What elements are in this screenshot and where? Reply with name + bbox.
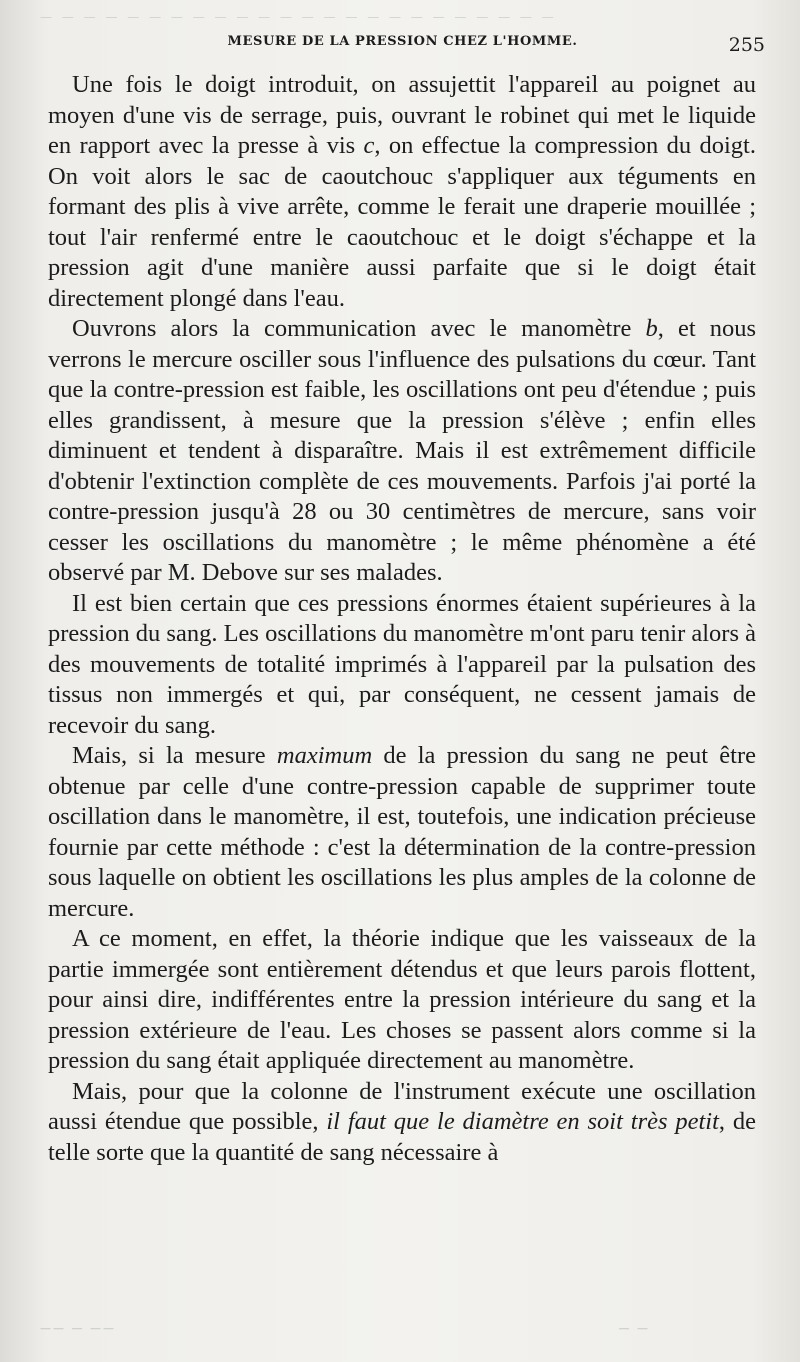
text-run: Mais, si la mesure — [72, 742, 277, 769]
text-run: , et nous verrons le mercure osciller sous l'influence des pulsations du cœur. Tant que la contre-pression est faible, les oscillations ont peu d'étendue ; puis elles grandissent, à mesure que la pression s'élève ; enfin elles diminuent et tendent à disparaître. Mais il est extrêmement difficile d'obtenir l'extinction complète de ces mouvements. Parfois j'ai porté la contre-pression jusqu'à 28 ou 30 centimètres de mercure, sans voir cesser les oscillations du manomètre ; le même phénomène a été observé par M. Debove sur ses malades. — [48, 315, 757, 586]
text-run: , on effectue la compression du doigt. On voit alors le sac de caoutchouc s'appliquer aux téguments en formant des plis à vive arrête, comme le ferait une draperie mouillée ; tout l'air renfermé entre le caoutchouc et le doigt s'échappe et la pression agit d'une manière aussi parfaite que si le doigt était directement plongé dans l'eau. — [48, 132, 756, 312]
text-run: Mais, pour que la colonne de l'instrument exécute une oscillation aussi étendue que possible, — [48, 1077, 756, 1135]
body-text — [48, 70, 756, 1168]
italic-text: il faut que le diamètre en soit très petit — [326, 1108, 719, 1135]
paragraph — [48, 924, 756, 1077]
page-number: 255 — [728, 34, 765, 56]
italic-text: b — [645, 315, 658, 342]
page-footer-bleed: —— — —— — — — [40, 1322, 650, 1335]
text-run: Il est bien certain que ces pressions énormes étaient supérieures à la pression du sang. Les oscillations du manomètre m'ont paru tenir alors à des mouvements de totalité imprimés à l'appareil par la pulsation des tissus non immergés et qui, par conséquent, ne cessent jamais de recevoir du sang. — [48, 589, 756, 739]
bleed-through-text: — — — — — — — — — — — — — — — — — — — — — — — — — [40, 10, 557, 24]
paragraph — [48, 589, 756, 742]
text-run: de la pression du sang ne peut être obtenue par celle d'une contre-pression capable de supprimer toute oscillation dans le manomètre, il est, toutefois, une indication précieuse fournie par cette méthode : c'est la détermination de la contre-pression sous laquelle on obtient les oscillations les plus amples de la colonne de mercure. — [48, 742, 756, 922]
italic-text: maximum — [276, 742, 373, 769]
italic-text: c — [363, 132, 375, 159]
paragraph — [48, 314, 756, 589]
paragraph — [48, 1077, 756, 1169]
text-run: Ouvrons alors la communication avec le manomètre — [72, 315, 646, 342]
text-run: Une fois le doigt introduit, on assujettit l'appareil au poignet au moyen d'une vis de serrage, puis, ouvrant le robinet qui met le liquide en rapport avec la presse à vis — [48, 71, 756, 159]
page-header — [40, 34, 765, 58]
paragraph — [48, 741, 756, 924]
text-run: A ce moment, en effet, la théorie indique que les vaisseaux de la partie immergée sont entièrement détendus et que leurs parois flottent, pour ainsi dire, indifférentes entre la pression intérieure du sang et la pression extérieure de l'eau. Les choses se passent alors comme si la pression du sang était appliquée directement au manomètre. — [48, 925, 756, 1074]
text-run: , de telle sorte que la quantité de sang nécessaire à — [48, 1108, 756, 1166]
running-title: MESURE DE LA PRESSION CHEZ L'HOMME. — [227, 34, 578, 49]
paragraph — [48, 70, 756, 314]
